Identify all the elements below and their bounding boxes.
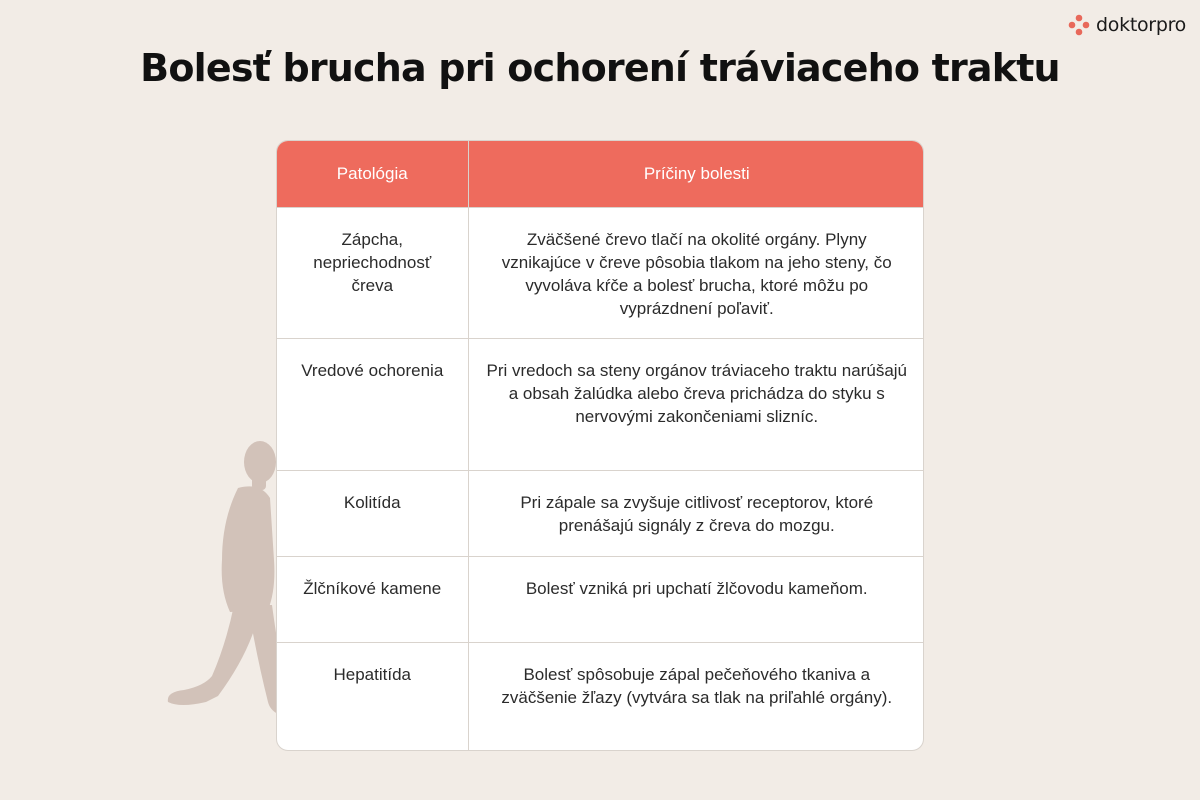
diamond-dots-logo-icon	[1068, 14, 1090, 36]
cause-cell: Bolesť vzniká pri upchatí žlčovodu kameňom.	[468, 556, 924, 642]
pathology-cell: Zápcha, nepriechodnosť čreva	[277, 207, 468, 338]
cause-cell: Pri zápale sa zvyšuje citlivosť receptorov, ktoré prenášajú signály z čreva do mozgu.	[468, 470, 924, 556]
pathology-cell: Hepatitída	[277, 642, 468, 751]
header-causes: Príčiny bolesti	[468, 141, 924, 207]
table-row	[277, 207, 924, 338]
pathology-table	[276, 140, 924, 751]
pathology-cell: Žlčníkové kamene	[277, 556, 468, 642]
header-pathology: Patológia	[277, 141, 468, 207]
brand-name: doktorpro	[1096, 14, 1186, 36]
table-row	[277, 338, 924, 470]
pathology-cell: Kolitída	[277, 470, 468, 556]
cause-cell: Bolesť spôsobuje zápal pečeňového tkaniva a zväčšenie žľazy (vytvára sa tlak na priľahlé orgány).	[468, 642, 924, 751]
table-header-row	[277, 141, 924, 207]
table-row	[277, 556, 924, 642]
table-row	[277, 470, 924, 556]
page-title: Bolesť brucha pri ochorení tráviaceho traktu	[140, 46, 1060, 90]
pathology-cell: Vredové ochorenia	[277, 338, 468, 470]
cause-cell: Zväčšené črevo tlačí na okolité orgány. Plyny vznikajúce v čreve pôsobia tlakom na jeho steny, čo vyvoláva kŕče a bolesť brucha, ktoré môžu po vyprázdnení poľaviť.	[468, 207, 924, 338]
table-row	[277, 642, 924, 751]
brand-logo[interactable]	[1068, 14, 1186, 36]
cause-cell: Pri vredoch sa steny orgánov tráviaceho traktu narúšajú a obsah žalúdka alebo čreva prichádza do styku s nervovými zakončeniami slizníc.	[468, 338, 924, 470]
